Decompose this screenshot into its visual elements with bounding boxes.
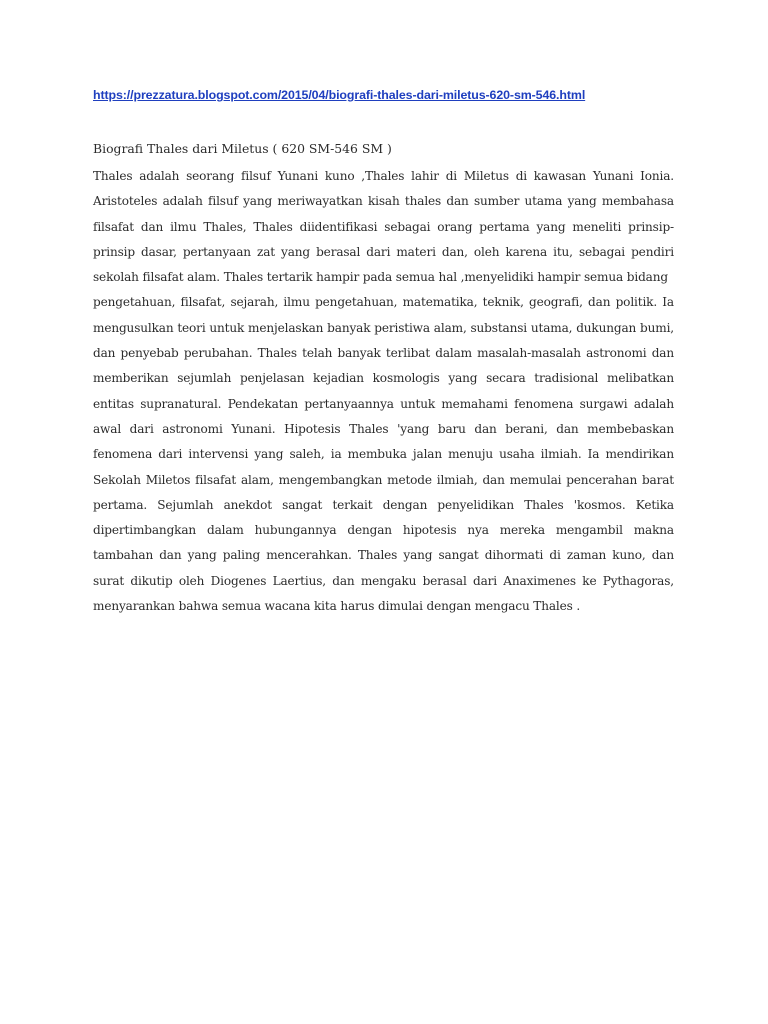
document-title: Biografi Thales dari Miletus ( 620 SM-546 SM ) <box>93 141 392 156</box>
document-page <box>93 86 674 619</box>
source-url-link[interactable]: https://prezzatura.blogspot.com/2015/04/biografi-thales-dari-miletus-620-sm-546.html <box>93 88 586 102</box>
body-paragraph-1: Thales adalah seorang filsuf Yunani kuno ,Thales lahir di Miletus di kawasan Yunani Ionia. Aristoteles adalah filsuf yang meriwayatkan kisah thales dan sumber utama yang membahasa filsafat dan ilmu Thales, Thales diidentifikasi sebagai orang pertama yang meneliti prinsip-prinsip dasar, pertanyaan zat yang berasal dari materi dan, oleh karena itu, sebagai pendiri sekolah filsafat alam. Thales tertarik hampir pada semua hal ,menyelidiki hampir semua bidang <box>93 169 674 285</box>
body-paragraph-2: pengetahuan, filsafat, sejarah, ilmu pengetahuan, matematika, teknik, geografi, dan politik. Ia mengusulkan teori untuk menjelaskan banyak peristiwa alam, substansi utama, dukungan bumi, dan penyebab perubahan. Thales telah banyak terlibat dalam masalah-masalah astronomi dan memberikan sejumlah penjelasan kejadian kosmologis yang secara tradisional melibatkan entitas supranatural. Pendekatan pertanyaannya untuk memahami fenomena surgawi adalah awal dari astronomi Yunani. Hipotesis Thales 'yang baru dan berani, dan membebaskan fenomena dari intervensi yang saleh, ia membuka jalan menuju usaha ilmiah. Ia mendirikan Sekolah Miletos filsafat alam, mengembangkan metode ilmiah, dan memulai pencerahan barat pertama. Sejumlah anekdot sangat terkait dengan penyelidikan Thales 'kosmos. Ketika dipertimbangkan dalam hubungannya dengan hipotesis nya mereka mengambil makna tambahan dan yang paling mencerahkan. Thales yang sangat dihormati di zaman kuno, dan surat dikutip oleh Diogenes Laertius, dan mengaku berasal dari Anaximenes ke Pythagoras, menyarankan bahwa semua wacana kita harus dimulai dengan mengacu Thales . <box>93 295 674 614</box>
document-body <box>93 164 674 619</box>
